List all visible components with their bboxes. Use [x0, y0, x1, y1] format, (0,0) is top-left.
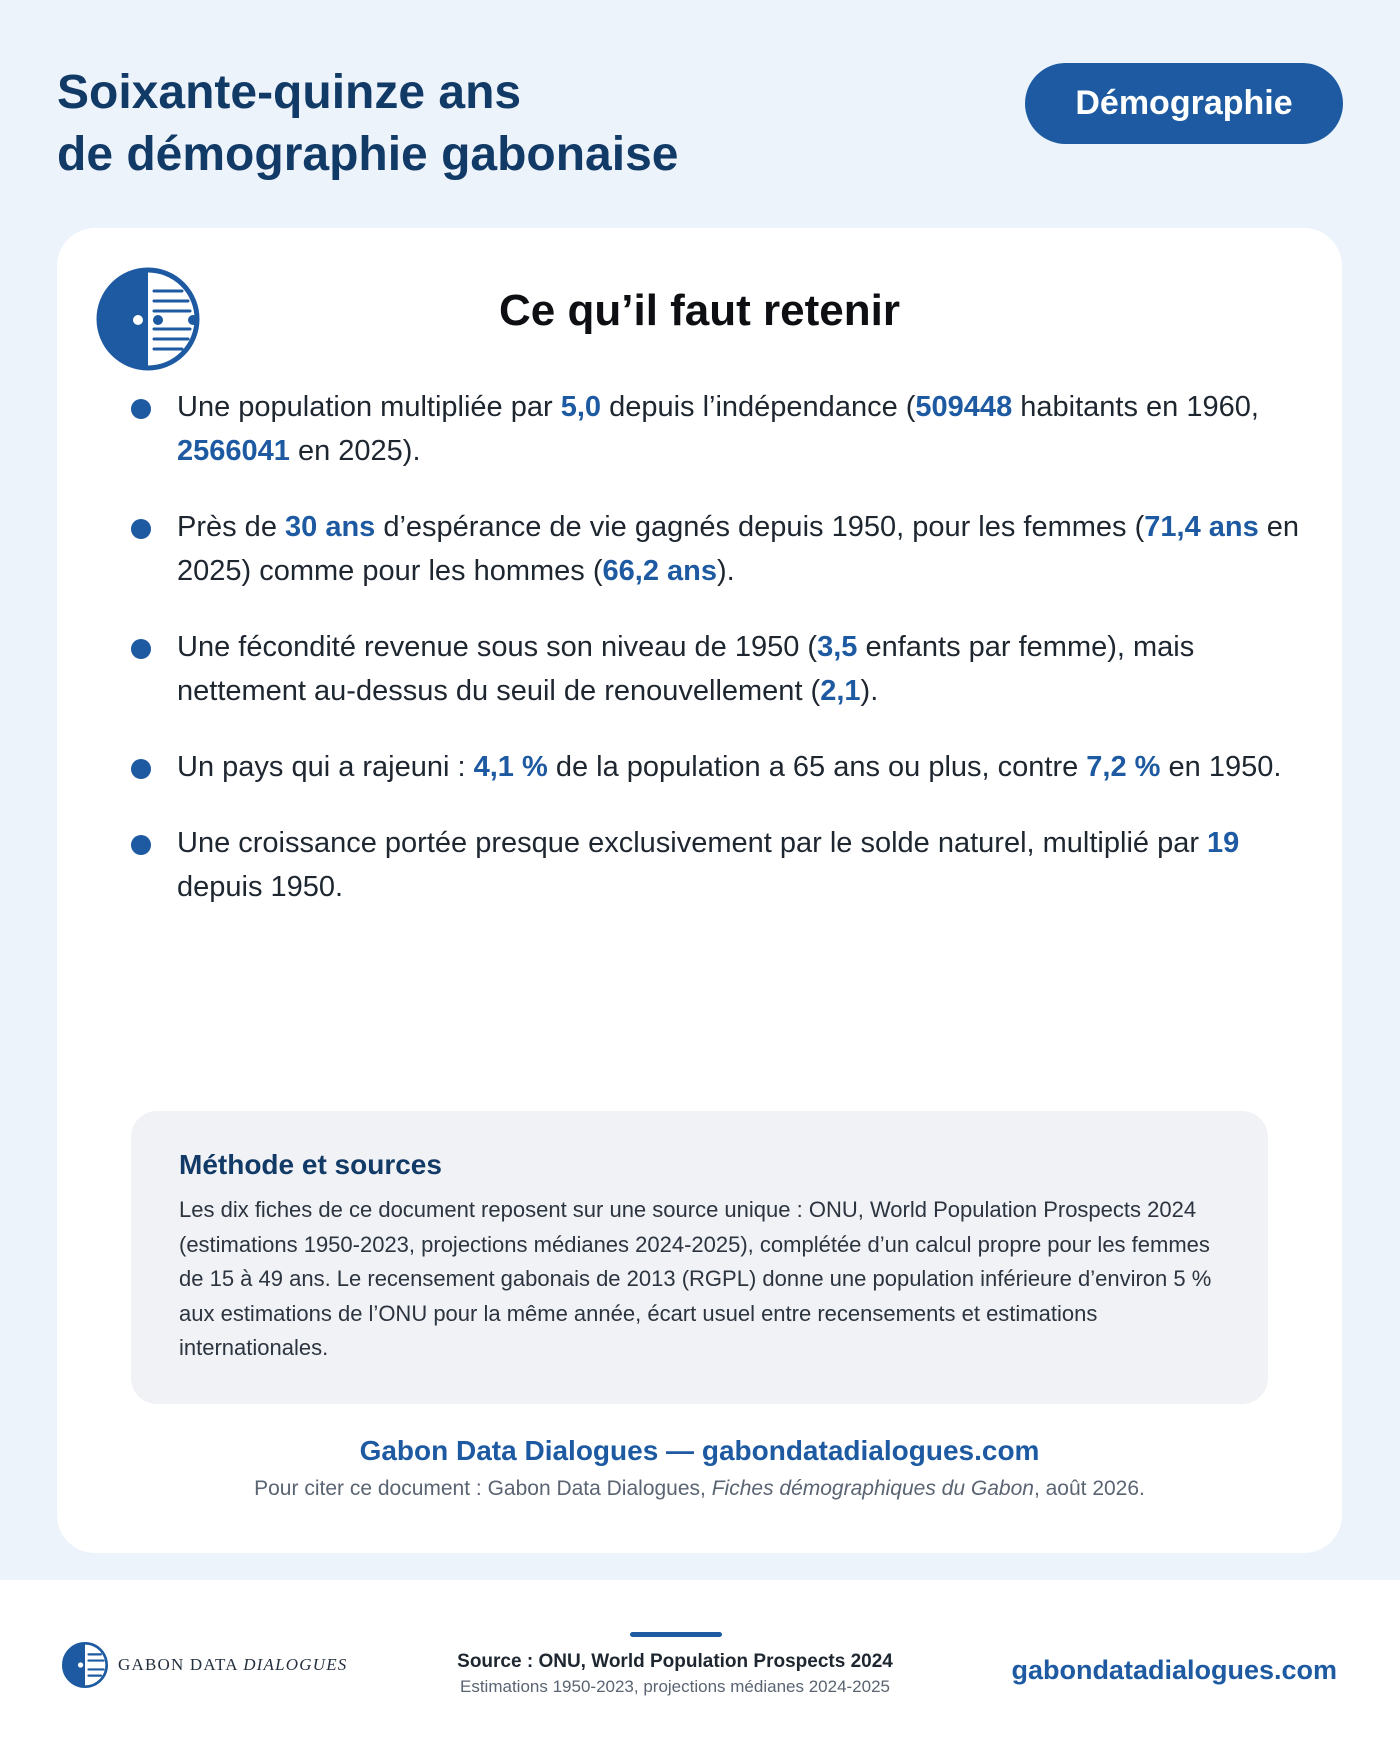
takeaway-text: Une croissance portée presque exclusivement par le solde naturel, multiplié par — [177, 827, 1208, 859]
citation-suffix: , août 2026. — [1033, 1477, 1145, 1500]
takeaway-text: en 1950. — [1160, 751, 1282, 783]
bullet-icon — [131, 835, 151, 855]
bullet-icon — [131, 759, 151, 779]
takeaways-list — [129, 385, 1309, 941]
gabon-data-dialogues-logo-icon — [62, 1642, 108, 1688]
footer-brand-name-italic: DIALOGUES — [243, 1655, 348, 1674]
bullet-icon — [131, 399, 151, 419]
takeaway-item — [129, 625, 1309, 713]
takeaway-item — [129, 821, 1309, 909]
footer-brand-name-regular: GABON DATA — [118, 1655, 238, 1674]
brand-line: Gabon Data Dialogues — gabondatadialogues.com — [359, 1435, 1040, 1466]
highlight-value: 30 ans — [285, 511, 376, 543]
takeaway-item — [129, 385, 1309, 473]
footer-source: Source : ONU, World Population Prospects 2024 — [457, 1651, 893, 1672]
footer-estimations: Estimations 1950-2023, projections médianes 2024-2025 — [460, 1677, 890, 1696]
footer — [0, 1580, 1400, 1750]
footer-brand-name — [118, 1655, 347, 1675]
takeaway-text: en 2025). — [289, 435, 421, 467]
bullet-icon — [131, 639, 151, 659]
takeaway-text: ). — [860, 675, 879, 707]
highlight-value: 19 — [1207, 827, 1240, 859]
footer-divider — [630, 1632, 722, 1637]
highlight-value: 71,4 ans — [1144, 511, 1259, 543]
takeaway-item — [129, 505, 1309, 593]
takeaway-text: Une population multipliée par — [177, 391, 561, 423]
takeaway-text: ). — [716, 555, 735, 587]
highlight-value: 7,2 % — [1086, 751, 1161, 783]
takeaway-text: enfants par femme), mais nettement au-dessus du seuil de renouvellement ( — [177, 631, 1195, 707]
takeaway-text: Près de — [177, 511, 285, 543]
takeaway-text: depuis l’indépendance ( — [601, 391, 916, 423]
method-sources-box — [131, 1111, 1268, 1404]
takeaway-text: en 2025) comme pour les hommes ( — [177, 511, 1300, 587]
summary-card — [57, 228, 1342, 1553]
method-title: Méthode et sources — [179, 1149, 442, 1180]
page-title — [57, 62, 678, 186]
citation-title: Fiches démographiques du Gabon — [711, 1477, 1034, 1500]
highlight-value: 3,5 — [817, 631, 858, 663]
card-heading: Ce qu’il faut retenir — [499, 286, 900, 335]
highlight-value: 5,0 — [560, 391, 602, 423]
takeaway-text: habitants en 1960, — [1012, 391, 1259, 423]
highlight-value: 66,2 ans — [602, 555, 717, 587]
takeaway-text: Un pays qui a rajeuni : — [177, 751, 474, 783]
citation-prefix: Pour citer ce document : Gabon Data Dialogues, — [254, 1477, 712, 1500]
page-title-line-2: de démographie gabonaise — [57, 128, 679, 181]
takeaway-text: de la population a 65 ans ou plus, contre — [547, 751, 1087, 783]
method-text: Les dix fiches de ce document reposent sur une source unique : ONU, World Population Prospects 2024 (estimations 1950-2023, projections médianes 2024-2025), complétée d’un calcul propre pour les femmes de 15 à 49 ans. Le recensement gabonais de 2013 (RGPL) donne une population inférieure d’environ 5 % aux estimations de l’ONU pour la même année, écart usuel entre recensements et estimations internationales. — [179, 1197, 1212, 1360]
highlight-value: 2,1 — [820, 675, 861, 707]
highlight-value: 4,1 % — [473, 751, 548, 783]
bullet-icon — [131, 519, 151, 539]
footer-website-link[interactable]: gabondatadialogues.com — [1011, 1655, 1337, 1685]
highlight-value: 2566041 — [177, 435, 290, 467]
page-title-line-1: Soixante-quinze ans — [57, 66, 522, 119]
takeaway-item — [129, 745, 1309, 789]
category-badge: Démographie — [1025, 63, 1343, 144]
citation — [57, 1475, 1342, 1503]
takeaway-text: depuis 1950. — [177, 871, 344, 903]
takeaway-text: Une fécondité revenue sous son niveau de 1950 ( — [177, 631, 818, 663]
highlight-value: 509448 — [915, 391, 1013, 423]
takeaway-text: d’espérance de vie gagnés depuis 1950, pour les femmes ( — [375, 511, 1145, 543]
